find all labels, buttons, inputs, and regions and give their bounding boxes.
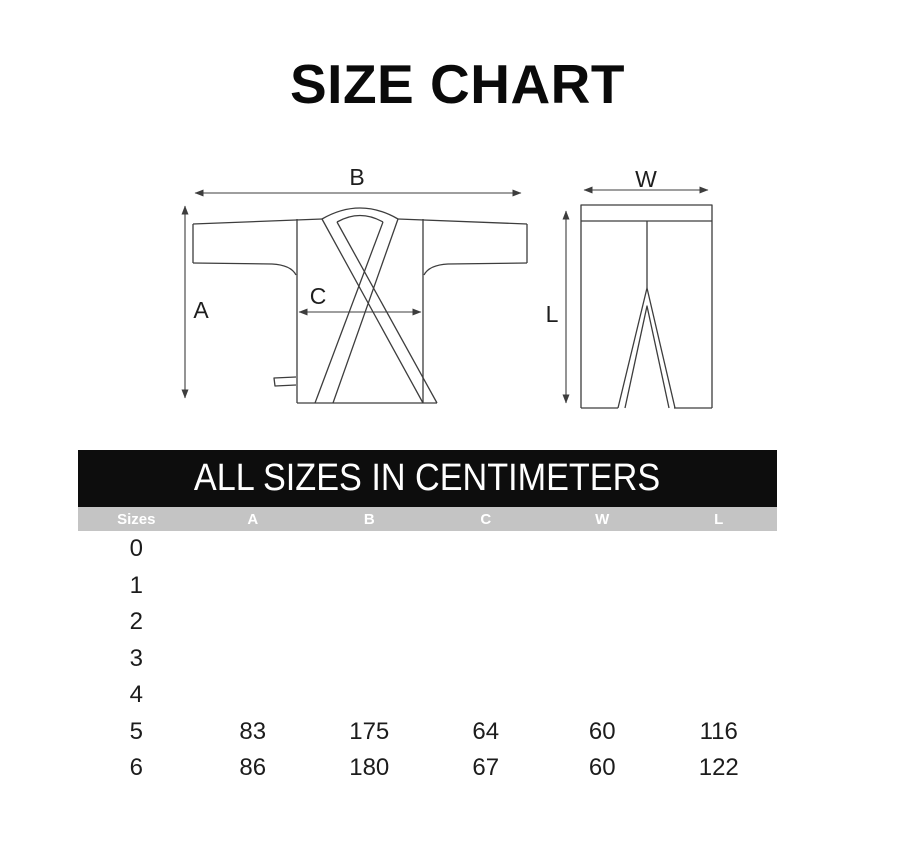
column-header: L [714, 510, 724, 528]
column-header: C [480, 510, 492, 528]
column-header: Sizes [117, 510, 156, 528]
value-cell [544, 568, 661, 605]
value-cell [661, 531, 778, 568]
dimension-arrows [185, 190, 708, 403]
table-row [78, 750, 777, 787]
units-banner [78, 450, 777, 507]
column-header: W [595, 510, 610, 528]
value-cell: 116 [699, 717, 738, 745]
value-cell: 64 [472, 717, 500, 745]
value-cell [195, 641, 312, 678]
size-cell: 5 [129, 717, 143, 745]
value-cell [661, 568, 778, 605]
value-cell [311, 568, 428, 605]
label-a: A [193, 297, 209, 323]
label-c: C [309, 283, 327, 309]
value-cell: 60 [588, 717, 616, 745]
pants-diagram [581, 205, 712, 408]
size-cell: 4 [129, 681, 143, 709]
value-cell [428, 568, 545, 605]
size-cell: 1 [129, 571, 143, 599]
value-cell [544, 604, 661, 641]
table-row [78, 531, 777, 568]
size-cell: 6 [129, 754, 143, 782]
label-b: B [349, 164, 365, 190]
value-cell [428, 604, 545, 641]
table-row [78, 714, 777, 751]
value-cell: 86 [239, 754, 267, 782]
garment-diagrams [150, 145, 790, 440]
table-body [78, 531, 777, 787]
jacket-diagram [193, 208, 527, 403]
value-cell [428, 531, 545, 568]
value-cell [311, 641, 428, 678]
value-cell [544, 531, 661, 568]
value-cell [311, 531, 428, 568]
value-cell [661, 677, 778, 714]
value-cell: 122 [698, 754, 739, 782]
value-cell [544, 677, 661, 714]
value-cell: 83 [239, 717, 267, 745]
value-cell: 60 [588, 754, 616, 782]
belt-tab [274, 377, 296, 386]
size-cell: 2 [129, 608, 143, 636]
value-cell [428, 677, 545, 714]
value-cell: 67 [472, 754, 500, 782]
value-cell: 175 [349, 717, 390, 745]
value-cell [544, 641, 661, 678]
column-header: A [247, 510, 259, 528]
value-cell [311, 604, 428, 641]
value-cell: 180 [349, 754, 390, 782]
value-cell [428, 641, 545, 678]
value-cell [311, 677, 428, 714]
table-header [78, 507, 777, 531]
table-row [78, 641, 777, 678]
page-title: SIZE CHART [290, 53, 625, 115]
table-row [78, 604, 777, 641]
dimension-labels [193, 164, 657, 327]
value-cell [195, 604, 312, 641]
column-header: B [363, 510, 375, 528]
size-cell: 0 [129, 535, 143, 563]
table-row [78, 677, 777, 714]
value-cell [195, 568, 312, 605]
table-row [78, 568, 777, 605]
units-banner-text: ALL SIZES IN CENTIMETERS [194, 457, 661, 499]
value-cell [195, 677, 312, 714]
size-cell: 3 [129, 644, 143, 672]
label-w: W [635, 166, 657, 192]
label-l: L [545, 301, 559, 327]
value-cell [195, 531, 312, 568]
value-cell [661, 604, 778, 641]
value-cell [661, 641, 778, 678]
